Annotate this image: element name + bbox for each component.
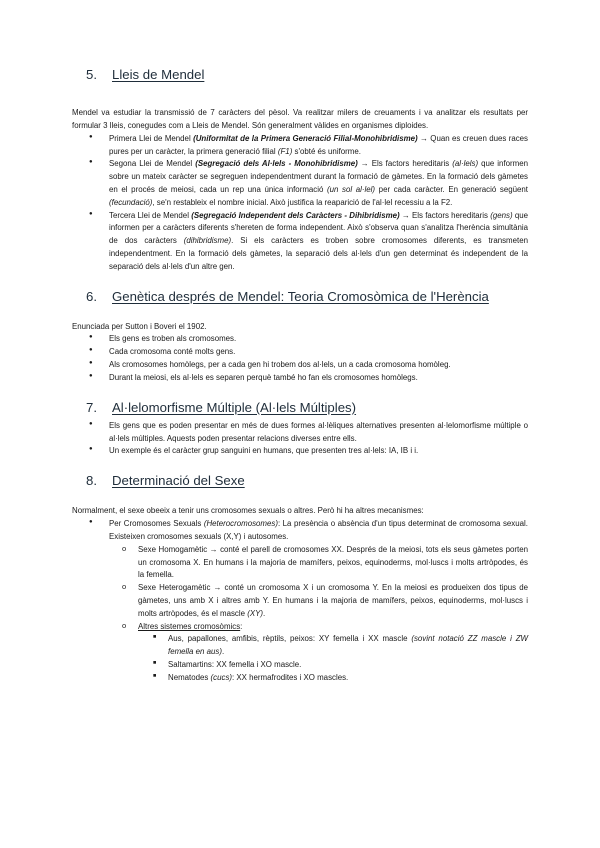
section-6-heading — [72, 288, 528, 305]
section-7-heading — [72, 399, 528, 416]
list-item: ● Un exemple és el caràcter grup sanguini en humans, que presenten tres al·lels: IA, IB i i. — [72, 445, 528, 458]
list-item: o Altres sistemes cromosòmics: ■ Aus, papallones, amfibis, rèptils, peixos: XY femella i XX mascle (sovint notació ZZ mascle i ZW femella en aus). ■ Saltamartins: XX femella i XO mascle. ■ Nematodes (cucs): XX hermafrodites i XO mascles. — [109, 621, 528, 685]
section-5-intro: Mendel va estudiar la transmissió de 7 caràcters del pèsol. Va realitzar milers de creuaments i va analitzar els resultats per formular 3 lleis, conegudes com a Lleis de Mendel. Són generalment vàlides en organismes diploides. — [72, 108, 528, 130]
list-item: o Sexe Heterogamètic → conté un cromosoma X i un cromosoma Y. En la meiosi es produeixen dos tipus de gàmetes, uns amb X i altres amb Y. En humans i la majoria de mamífers, peixos, equinoderms, mol·luscs i molts artròpodes, és el mascle (XY). — [109, 582, 528, 620]
list-item: ● Tercera Llei de Mendel (Segregació Independent dels Caràcters - Dihibridisme) → Els factors hereditaris (gens) que informen per a caràcters diferents s'hereten de forma independent. Això s'observa quan s'analitza l'herència simultània de dos caràcters (dihibridisme). Si els caràcters es troben sobre cromosomes diferents, es transmeten independentment. En la formació dels gàmetes, la separació dels al·lels d'un gen determinat és independent de la separació dels al·lels d'un altre gen. — [72, 210, 528, 274]
list-item: ● Cada cromosoma conté molts gens. — [72, 346, 528, 359]
section-number: 6. — [86, 288, 97, 304]
list-item: ● Primera Llei de Mendel (Uniformitat de la Primera Generació Filial-Monohibridisme) → Quan es creuen dues races pures per un caràcter, la primera generació filial (F1) s'obté és uniforme. — [72, 133, 528, 159]
list-item: o Sexe Homogamètic → conté el parell de cromosomes XX. Després de la meiosi, tots els seus gàmetes porten un cromosoma X. En humans i la majoria de mamífers, peixos, equinoderms, mol·luscs i molts artròpodes, és la femella. — [109, 544, 528, 582]
section-number: 8. — [86, 473, 97, 489]
sex-determination-list — [72, 518, 528, 684]
section-number: 7. — [86, 399, 97, 415]
section-6-intro: Enunciada per Sutton i Boveri el 1902. — [72, 321, 207, 331]
list-item: ● Per Cromosomes Sexuals (Heterocromosomes): La presència o absència d'un tipus determinat de cromosoma sexual. Existeixen cromosomes sexuals (X,Y) i autosomes. o Sexe Homogamètic → conté el parell de cromosomes XX. Després de la meiosi, tots els seus gàmetes porten un cromosoma X. En humans i la majoria de mamífers, peixos, equinoderms, mol·luscs i molts artròpodes, és la femella. o Sexe Heterogamètic → conté un cromosoma X i un cromosoma Y. En la meiosi es produeixen dos tipus de gàmetes, uns amb X i altres amb Y. En humans i la majoria de mamífers, peixos, equinoderms, mol·luscs i molts artròpodes, és el mascle (XY). o Altres sistemes cromosòmics: ■ Aus, papallones, amfibis, rèptils, peixos: XY femella i XX mascle (sovint notació ZZ mascle i ZW femella en aus). ■ Saltamartins: XX femella i XO mascle. ■ Nematodes (cucs): XX hermafrodites i XO mascles. — [72, 518, 528, 684]
section-8-heading — [72, 472, 528, 489]
section-title: Genètica després de Mendel: Teoria Cromosòmica de l'Herència — [112, 288, 489, 304]
list-item: ■ Saltamartins: XX femella i XO mascle. — [138, 659, 528, 672]
list-item: ■ Aus, papallones, amfibis, rèptils, peixos: XY femella i XX mascle (sovint notació ZZ mascle i ZW femella en aus). — [138, 633, 528, 659]
section-number: 5. — [86, 67, 97, 82]
sublist — [109, 544, 528, 685]
sublist — [138, 633, 528, 684]
list-item: ● Segona Llei de Mendel (Segregació dels Al·lels - Monohibridisme) → Els factors hereditaris (al·lels) que informen sobre un mateix caràcter se segreguen independentment durant la formació de gàmetes. En la formació dels gàmetes en el procés de meiosi, cada un rep una única informació (un sol al·lel) per cada caràcter. En generació següent (fecundació), se'n restableix el nombre inicial. Això justifica la reaparició de l'al·lel recessiu a la F2. — [72, 158, 528, 209]
list-item: ● Durant la meiosi, els al·lels es separen perquè també ho fan els cromosomes homòlegs. — [72, 372, 528, 385]
section-title: Determinació del Sexe — [112, 473, 245, 489]
section-8-intro: Normalment, el sexe obeeix a tenir uns cromosomes sexuals o altres. Però hi ha altres mecanismes: — [72, 506, 424, 516]
mendel-laws-list — [72, 133, 528, 274]
list-item: ● Els gens que es poden presentar en més de dues formes al·lèliques alternatives presenten al·lelomorfisme múltiple o al·lels múltiples. Aquests poden presentar relacions diverses entre ells. — [72, 420, 528, 446]
section-title: Lleis de Mendel — [112, 67, 205, 82]
list-item: ● Els gens es troben als cromosomes. — [72, 333, 528, 346]
section-5-heading — [72, 66, 528, 83]
chromosome-theory-list — [72, 333, 528, 384]
section-title: Al·lelomorfisme Múltiple (Al·lels Múltiples) — [112, 399, 357, 415]
multiple-alleles-list — [72, 420, 528, 458]
list-item: ● Als cromosomes homòlegs, per a cada gen hi trobem dos al·lels, un a cada cromosoma homòleg. — [72, 359, 528, 372]
list-item: ■ Nematodes (cucs): XX hermafrodites i XO mascles. — [138, 672, 528, 685]
